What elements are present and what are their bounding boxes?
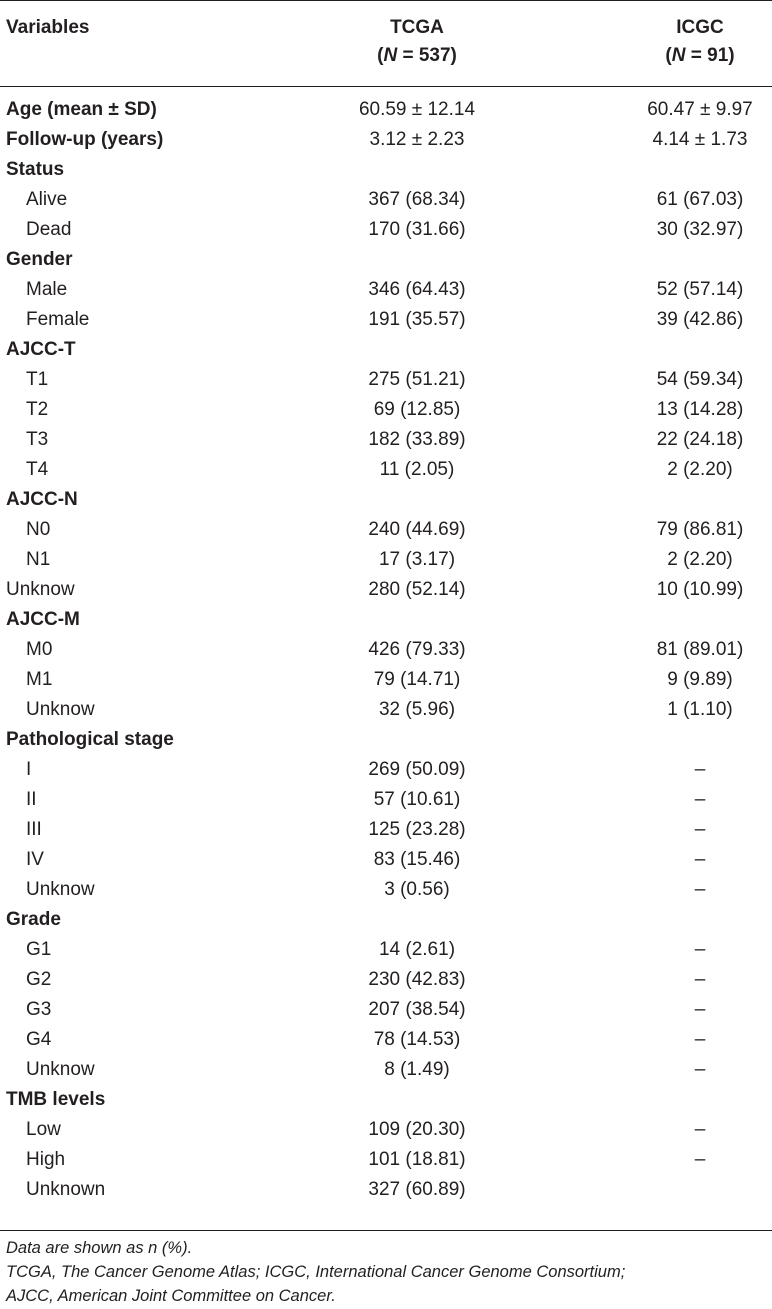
- cell-tcga: 426 (79.33): [368, 639, 466, 660]
- row-label: I: [26, 759, 32, 780]
- row-label: II: [26, 789, 37, 810]
- cell-icgc: –: [694, 1149, 706, 1170]
- header-tcga: [312, 14, 522, 70]
- row-label: M0: [26, 639, 53, 660]
- cell-tcga: 32 (5.96): [378, 699, 456, 720]
- table-row: [0, 965, 772, 995]
- cell-icgc: 2 (2.20): [667, 549, 733, 570]
- row-label: G4: [26, 1029, 52, 1050]
- cell-icgc: 79 (86.81): [656, 519, 744, 540]
- table-row: [0, 665, 772, 695]
- cell-tcga: 170 (31.66): [368, 219, 466, 240]
- header-tcga-n-symbol: N: [383, 45, 398, 66]
- table-row: [0, 785, 772, 815]
- table-row: [0, 1055, 772, 1085]
- row-label: Unknow: [26, 879, 95, 900]
- row-label: III: [26, 819, 42, 840]
- table-row: [0, 425, 772, 455]
- table-row: [0, 1145, 772, 1175]
- top-rule: [0, 0, 772, 1]
- header-variables: Variables: [6, 17, 90, 38]
- cell-tcga: 3.12 ± 2.23: [369, 129, 465, 150]
- cell-tcga: 275 (51.21): [368, 369, 466, 390]
- cell-icgc: 81 (89.01): [656, 639, 744, 660]
- footnote-line: AJCC, American Joint Committee on Cancer.: [6, 1287, 336, 1305]
- row-label: Status: [6, 159, 65, 180]
- table-row: [0, 1085, 772, 1115]
- table-row: [0, 845, 772, 875]
- cell-icgc: 4.14 ± 1.73: [652, 129, 748, 150]
- header-tcga-n: (N = 537): [377, 45, 457, 66]
- row-label: Follow-up (years): [6, 129, 164, 150]
- cell-tcga: 8 (1.49): [384, 1059, 450, 1080]
- table-row: [0, 515, 772, 545]
- table-row: [0, 1115, 772, 1145]
- table-row: [0, 935, 772, 965]
- row-label: IV: [26, 849, 44, 870]
- cell-tcga: 240 (44.69): [368, 519, 466, 540]
- bottom-rule: [0, 1230, 772, 1231]
- row-label: G1: [26, 939, 52, 960]
- row-label: Unknow: [26, 1059, 95, 1080]
- row-label: High: [26, 1149, 66, 1170]
- header-tcga-name: TCGA: [390, 17, 444, 38]
- cell-icgc: 1 (1.10): [667, 699, 733, 720]
- row-label: TMB levels: [6, 1089, 106, 1110]
- cell-tcga: 101 (18.81): [368, 1149, 466, 1170]
- row-label: Male: [26, 279, 68, 300]
- footnote-line: TCGA, The Cancer Genome Atlas; ICGC, International Cancer Genome Consortium;: [6, 1263, 626, 1281]
- row-label: T2: [26, 399, 49, 420]
- cell-tcga: 327 (60.89): [368, 1179, 466, 1200]
- table-footnotes: [6, 1236, 770, 1308]
- cell-icgc: –: [694, 939, 706, 960]
- cell-icgc: –: [694, 759, 706, 780]
- table-row: [0, 125, 772, 155]
- table-row: [0, 95, 772, 125]
- row-label: Pathological stage: [6, 729, 174, 750]
- table-row: [0, 755, 772, 785]
- header-icgc-n-value: = 91): [685, 45, 735, 66]
- row-label: T3: [26, 429, 49, 450]
- row-label: Age (mean ± SD): [6, 99, 157, 120]
- cell-icgc: 10 (10.99): [656, 579, 744, 600]
- row-label: Unknow: [6, 579, 75, 600]
- cell-tcga: 269 (50.09): [368, 759, 466, 780]
- table-row: [0, 485, 772, 515]
- cell-tcga: 14 (2.61): [378, 939, 456, 960]
- row-label: AJCC-N: [6, 489, 78, 510]
- table-row: [0, 905, 772, 935]
- cell-icgc: 54 (59.34): [656, 369, 744, 390]
- cell-tcga: 191 (35.57): [368, 309, 466, 330]
- table-row: [0, 1025, 772, 1055]
- row-label: Dead: [26, 219, 72, 240]
- table-row: [0, 155, 772, 185]
- table-row: [0, 275, 772, 305]
- table-row: [0, 395, 772, 425]
- table-row: [0, 455, 772, 485]
- cell-icgc: –: [694, 1029, 706, 1050]
- cell-icgc: 2 (2.20): [667, 459, 733, 480]
- table-row: [0, 695, 772, 725]
- cell-icgc: 13 (14.28): [656, 399, 744, 420]
- table-row: [0, 365, 772, 395]
- cell-tcga: 78 (14.53): [373, 1029, 461, 1050]
- row-label: N0: [26, 519, 51, 540]
- cell-tcga: 280 (52.14): [368, 579, 466, 600]
- table-body: [0, 95, 772, 1205]
- row-label: Low: [26, 1119, 61, 1140]
- row-label: M1: [26, 669, 53, 690]
- table-row: [0, 995, 772, 1025]
- cell-icgc: 30 (32.97): [656, 219, 744, 240]
- header-icgc-n: (N = 91): [665, 45, 735, 66]
- cell-tcga: 60.59 ± 12.14: [358, 99, 476, 120]
- cell-tcga: 11 (2.05): [379, 459, 455, 480]
- cell-icgc: 60.47 ± 9.97: [647, 99, 753, 120]
- table-row: [0, 575, 772, 605]
- cell-tcga: 109 (20.30): [368, 1119, 466, 1140]
- row-label: N1: [26, 549, 51, 570]
- row-label: Grade: [6, 909, 61, 930]
- table-row: [0, 185, 772, 215]
- cell-tcga: 346 (64.43): [368, 279, 466, 300]
- cell-icgc: –: [694, 969, 706, 990]
- table-row: [0, 635, 772, 665]
- table-row: [0, 335, 772, 365]
- cell-tcga: 367 (68.34): [368, 189, 466, 210]
- row-label: T1: [26, 369, 49, 390]
- cell-tcga: 69 (12.85): [373, 399, 461, 420]
- table-row: [0, 1175, 772, 1205]
- row-label: T4: [26, 459, 49, 480]
- cell-tcga: 57 (10.61): [373, 789, 461, 810]
- table-row: [0, 725, 772, 755]
- header-icgc: [590, 14, 772, 70]
- table-row: [0, 305, 772, 335]
- footnote-line: Data are shown as n (%).: [6, 1239, 193, 1257]
- cell-icgc: 61 (67.03): [656, 189, 744, 210]
- header-icgc-name: ICGC: [676, 17, 724, 38]
- table-row: [0, 605, 772, 635]
- cell-tcga: 230 (42.83): [368, 969, 466, 990]
- cell-icgc: 52 (57.14): [656, 279, 744, 300]
- table-row: [0, 875, 772, 905]
- row-label: G3: [26, 999, 52, 1020]
- cell-tcga: 3 (0.56): [384, 879, 450, 900]
- cell-tcga: 17 (3.17): [378, 549, 456, 570]
- table-row: [0, 245, 772, 275]
- table-row: [0, 215, 772, 245]
- cell-icgc: 9 (9.89): [667, 669, 733, 690]
- row-label: Unknown: [26, 1179, 106, 1200]
- row-label: AJCC-M: [6, 609, 80, 630]
- cell-icgc: –: [694, 1059, 706, 1080]
- cell-icgc: 22 (24.18): [656, 429, 744, 450]
- table-row: [0, 815, 772, 845]
- cell-tcga: 83 (15.46): [373, 849, 461, 870]
- row-label: G2: [26, 969, 52, 990]
- cell-icgc: –: [694, 819, 706, 840]
- cell-icgc: –: [694, 849, 706, 870]
- row-label: Gender: [6, 249, 73, 270]
- header-rule: [0, 86, 772, 87]
- row-label: Alive: [26, 189, 68, 210]
- header-tcga-n-value: = 537): [397, 45, 457, 66]
- cell-tcga: 207 (38.54): [368, 999, 466, 1020]
- cell-icgc: –: [694, 789, 706, 810]
- cell-tcga: 79 (14.71): [373, 669, 461, 690]
- cell-icgc: –: [694, 999, 706, 1020]
- row-label: Female: [26, 309, 90, 330]
- cell-icgc: 39 (42.86): [656, 309, 744, 330]
- table-row: [0, 545, 772, 575]
- row-label: Unknow: [26, 699, 95, 720]
- row-label: AJCC-T: [6, 339, 76, 360]
- cell-tcga: 125 (23.28): [368, 819, 466, 840]
- cell-icgc: –: [694, 879, 706, 900]
- cell-tcga: 182 (33.89): [368, 429, 466, 450]
- cell-icgc: –: [694, 1119, 706, 1140]
- header-icgc-n-symbol: N: [671, 45, 686, 66]
